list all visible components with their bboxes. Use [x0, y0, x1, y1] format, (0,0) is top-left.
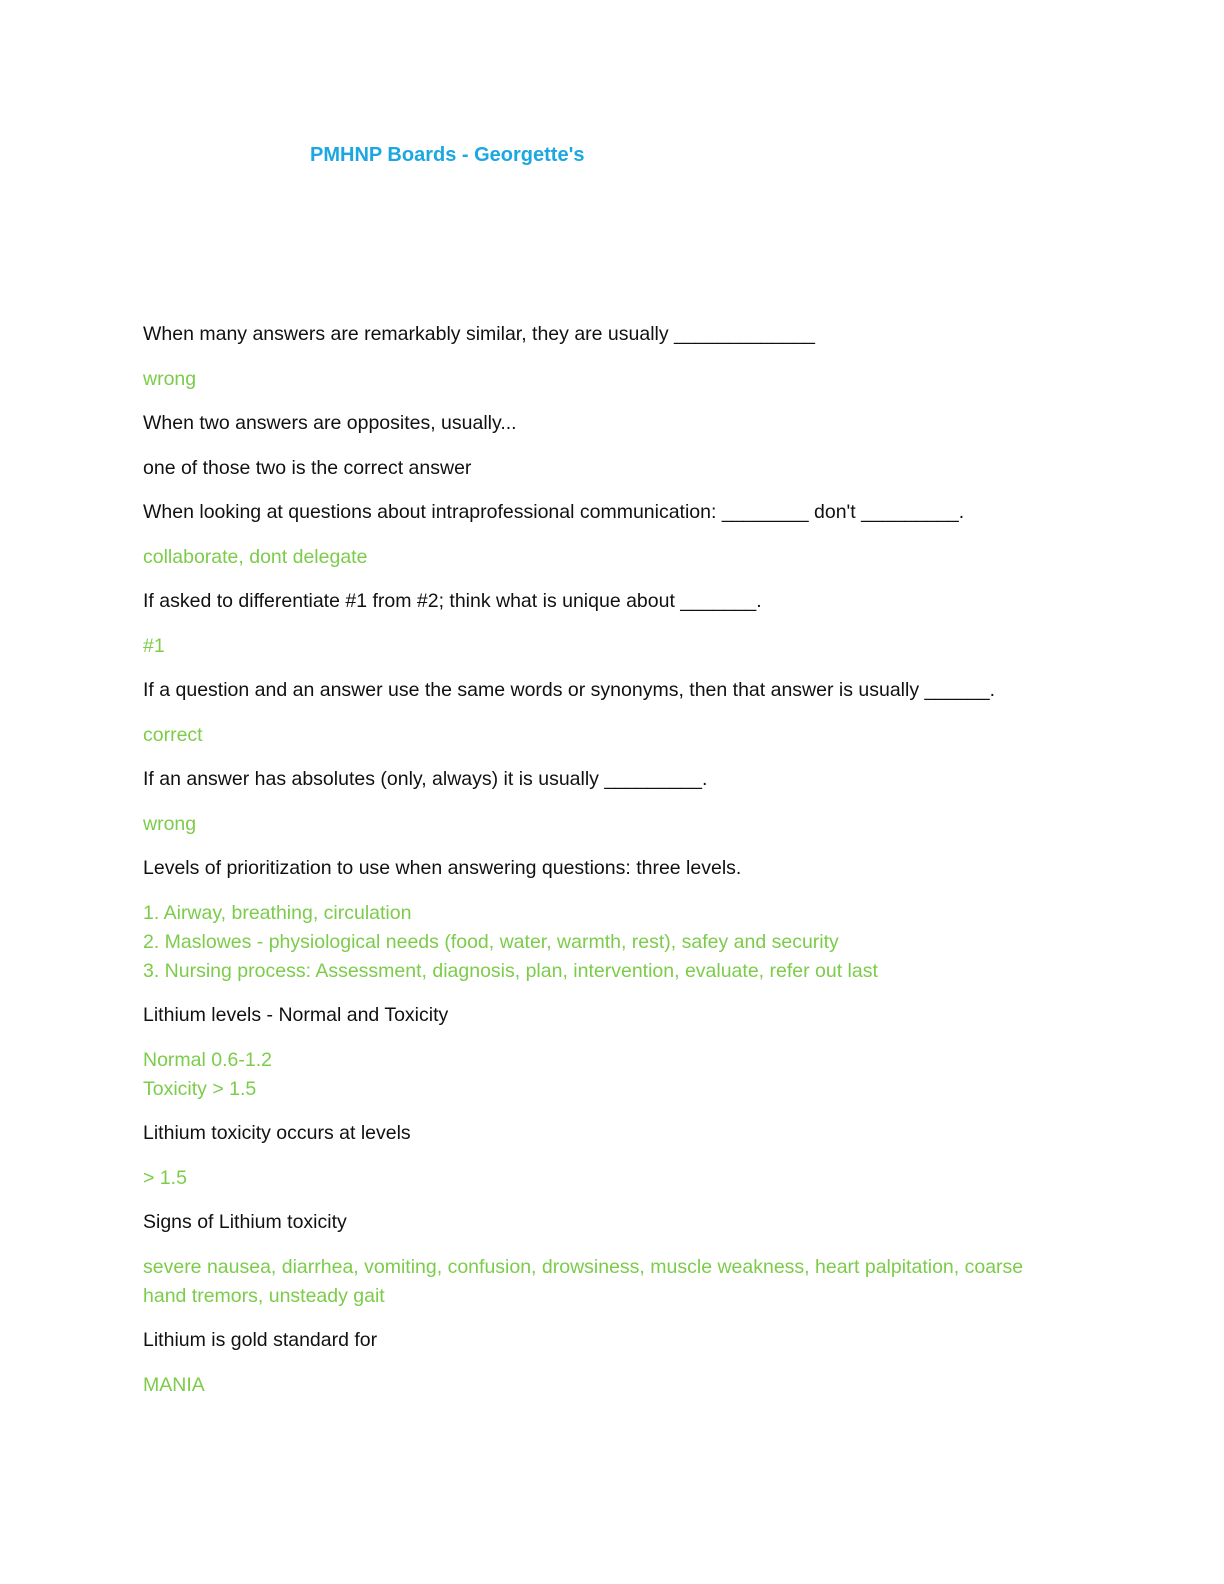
answer-line: MANIA: [143, 1374, 205, 1396]
answer-line: hand tremors, unsteady gait: [143, 1285, 385, 1307]
answer-line: 2. Maslowes - physiological needs (food, water, warmth, rest), safey and security: [143, 931, 839, 953]
question-line: If asked to differentiate #1 from #2; think what is unique about _______.: [143, 590, 762, 612]
answer-line: Normal 0.6-1.2: [143, 1049, 272, 1071]
answer-line: > 1.5: [143, 1167, 187, 1189]
question-line: Levels of prioritization to use when answering questions: three levels.: [143, 857, 742, 879]
question-line: When two answers are opposites, usually...: [143, 412, 517, 434]
answer-line: 1. Airway, breathing, circulation: [143, 902, 412, 924]
question-line: When looking at questions about intraprofessional communication: ________ don't _________.: [143, 501, 965, 523]
answer-line: collaborate, dont delegate: [143, 546, 368, 568]
answer-line: Toxicity > 1.5: [143, 1078, 257, 1100]
question-line: If a question and an answer use the same words or synonyms, then that answer is usually ______.: [143, 679, 995, 701]
answer-line: wrong: [143, 368, 197, 390]
answer-line: severe nausea, diarrhea, vomiting, confusion, drowsiness, muscle weakness, heart palpitation, coarse: [143, 1256, 1024, 1278]
question-line: Lithium toxicity occurs at levels: [143, 1122, 411, 1144]
question-line: Lithium levels - Normal and Toxicity: [143, 1004, 449, 1026]
question-line: Lithium is gold standard for: [143, 1329, 378, 1351]
answer-line: #1: [143, 635, 165, 657]
answer-line-plain: one of those two is the correct answer: [143, 457, 472, 479]
question-line: When many answers are remarkably similar, they are usually _____________: [143, 323, 816, 345]
document-title: PMHNP Boards - Georgette's: [310, 144, 585, 166]
answer-line: 3. Nursing process: Assessment, diagnosis, plan, intervention, evaluate, refer out last: [143, 960, 878, 982]
question-line: If an answer has absolutes (only, always) it is usually _________.: [143, 768, 708, 790]
question-line: Signs of Lithium toxicity: [143, 1211, 347, 1233]
answer-line: correct: [143, 724, 203, 746]
answer-line: wrong: [143, 813, 197, 835]
